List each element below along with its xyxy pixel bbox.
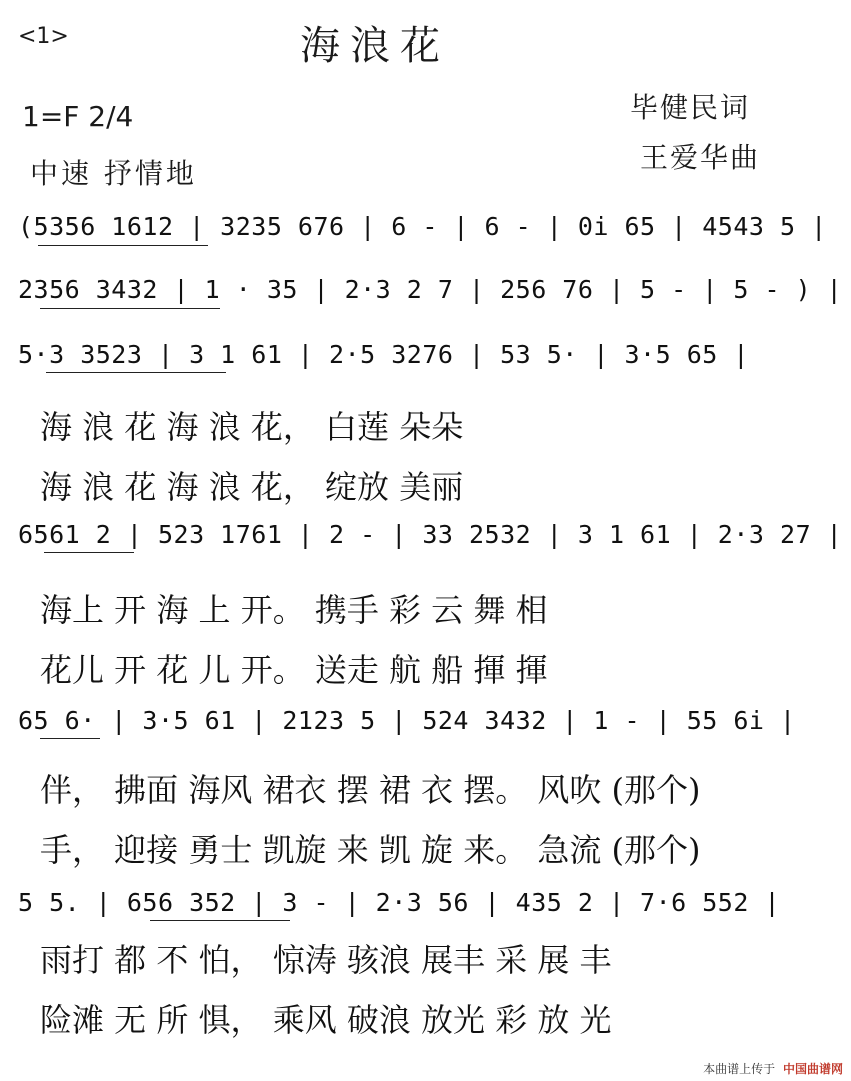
lyric-line-verse-2: 手， 迎接 勇士 凯旋 来 凯 旋 来。 急流 (那个)	[40, 831, 701, 869]
lyric-line-verse-1: 海上 开 海 上 开。 携手 彩 云 舞 相	[40, 591, 548, 629]
key-signature: 1=F 2/4	[22, 100, 134, 133]
notation-line: (5356 1612 | 3235 676 | 6 - | 6 - | 0i 65 | 4543 5 |	[18, 212, 827, 241]
upload-watermark	[703, 1060, 843, 1077]
lyric-line-verse-2: 险滩 无 所 惧， 乘风 破浪 放光 彩 放 光	[40, 1001, 612, 1039]
beam-underline	[46, 372, 226, 373]
notation-line: 5·3 3523 | 3 1 61 | 2·5 3276 | 53 5· | 3·5 65 |	[18, 340, 749, 369]
site-name-logo: 中国曲谱网	[782, 1062, 843, 1076]
lyric-line-verse-1: 雨打 都 不 怕， 惊涛 骇浪 展丰 采 展 丰	[40, 941, 612, 979]
beam-underline	[150, 920, 290, 921]
lyric-line-verse-1: 海 浪 花 海 浪 花， 白莲 朵朵	[40, 408, 464, 446]
beam-underline	[38, 245, 208, 246]
beam-underline	[40, 308, 220, 309]
upload-text: 本曲谱上传于	[703, 1062, 776, 1076]
composer-credit: 王爱华曲	[640, 141, 761, 174]
notation-line: 2356 3432 | 1 · 35 | 2·3 2 7 | 256 76 | 5 - | 5 - ) |	[18, 275, 843, 304]
song-title: 海浪花	[300, 23, 450, 69]
notation-line: 65 6· | 3·5 61 | 2123 5 | 524 3432 | 1 - | 55 6i |	[18, 706, 796, 735]
lyric-line-verse-1: 伴， 拂面 海风 裙衣 摆 裙 衣 摆。 风吹 (那个)	[40, 771, 701, 809]
notation-line: 6561 2 | 523 1761 | 2 - | 33 2532 | 3 1 61 | 2·3 27 |	[18, 520, 843, 549]
notation-line: 5 5. | 656 352 | 3 - | 2·3 56 | 435 2 | 7·6 552 |	[18, 888, 781, 917]
beam-underline	[40, 738, 100, 739]
lyric-line-verse-2: 海 浪 花 海 浪 花， 绽放 美丽	[40, 468, 464, 506]
lyricist-credit: 毕健民词	[630, 91, 751, 124]
page-number: <1>	[18, 24, 69, 49]
beam-underline	[44, 552, 134, 553]
lyric-line-verse-2: 花儿 开 花 儿 开。 送走 航 船 揮 揮	[40, 651, 548, 689]
tempo-marking: 中速 抒情地	[30, 157, 197, 190]
